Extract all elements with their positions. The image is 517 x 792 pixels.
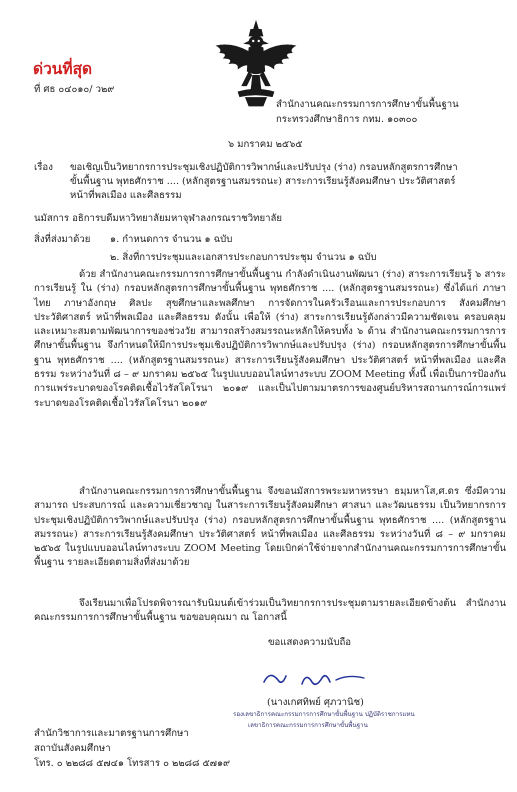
signatory-name: (นางเกศทิพย์ ศุภวานิช) xyxy=(267,697,364,708)
subject-line: หน้าที่พลเมือง และศีลธรรม xyxy=(70,190,182,201)
contact-phone: โทร. ๐ ๒๒๘๘ ๕๗๔๑ โทรสาร ๐ ๒๒๘๘ ๕๗๑๙ xyxy=(34,758,231,769)
body-paragraph: จึงเรียนมาเพื่อโปรดพิจารณารับนิมนต์เข้าร่วมเป็นวิทยากรการประชุมตามรายละเอียดข้างต้น สำนักงานคณะกรรมการการศึกษาขั้นพื้นฐาน ขอขอบคุณมา ณ โอกาสนี้ xyxy=(34,598,506,624)
urgency-stamp: ด่วนที่สุด xyxy=(33,60,93,78)
signatory-position: รองเลขาธิการคณะกรรมการการศึกษาขั้นพื้นฐาน ปฏิบัติราชการแทน xyxy=(233,711,415,718)
subject-label: เรื่อง xyxy=(34,162,53,173)
agency-name: สำนักงานคณะกรรมการการศึกษาขั้นพื้นฐาน xyxy=(276,99,459,110)
letter-date: ๖ มกราคม ๒๕๖๕ xyxy=(228,139,303,150)
handwritten-signature xyxy=(260,660,370,692)
signatory-position: เลขาธิการคณะกรรมการการศึกษาขั้นพื้นฐาน xyxy=(248,722,368,729)
addressee: นมัสการ อธิการบดีมหาวิทยาลัยมหาจุฬาลงกรณราชวิทยาลัย xyxy=(34,213,282,224)
garuda-emblem-icon xyxy=(210,18,302,110)
subject-line: ขอเชิญเป็นวิทยากรการประชุมเชิงปฏิบัติการวิพากษ์และปรับปรุง (ร่าง) กรอบหลักสูตรการศึกษา xyxy=(70,162,458,173)
enclosure-item: ๑. กำหนดการ จำนวน ๑ ฉบับ xyxy=(110,234,233,245)
closing-salutation: ขอแสดงความนับถือ xyxy=(268,637,352,648)
issuing-unit: สถาบันสังคมศึกษา xyxy=(34,743,111,754)
enclosure-item: ๒. สิ่งที่การประชุมและเอกสารประกอบการประชุม จำนวน ๑ ฉบับ xyxy=(110,252,377,263)
body-paragraph: ด้วย สำนักงานคณะกรรมการการศึกษาขั้นพื้นฐาน กำลังดำเนินงานพัฒนา (ร่าง) สาระการเรียนรู้ ๖ สาระการเรียนรู้ ใน (ร่าง) กรอบหลักสูตรการศึกษาขั้นพื้นฐาน พุทธศักราช .... (หลักสูตรฐานสมรรถนะ) ซึ่งได้แก่ ภาษาไทย ภาษาอังกฤษ ศิลปะ สุขศึกษาและพลศึกษา การจัดการในครัวเรือนและการประกอบการ สังคมศึกษา ประวัติศาสตร์ หน้าที่พลเมือง และศีลธรรม ดังนั้น เพื่อให้ (ร่าง) สาระการเรียนรู้ดังกล่าวมีความชัดเจน ครอบคลุม และเหมาะสมตามพัฒนาการของช่วงวัย สามารถสร้างสมรรถนะหลักให้ครบทั้ง ๖ ด้าน สำนักงานคณะกรรมการการศึกษาขั้นพื้นฐาน จึงกำหนดให้มีการประชุมเชิงปฏิบัติการวิพากษ์และปรับปรุง (ร่าง) กรอบหลักสูตรการศึกษาขั้นพื้นฐาน พุทธศักราช .... (หลักสูตรฐานสมรรถนะ) สาระการเรียนรู้สังคมศึกษา ประวัติศาสตร์ หน้าที่พลเมือง และศีลธรรม ระหว่างวันที่ ๘ – ๙ มกราคม ๒๕๖๕ ในรูปแบบออนไลน์ทางระบบ ZOOM Meeting ทั้งนี้ เพื่อเป็นการป้องกันการแพร่ระบาดของโรคติดเชื้อไวรัสโคโรนา ๒๐๑๙ และเป็นไปตามมาตรการของศูนย์บริหารสถานการณ์การแพร่ระบาดของโรคติดเชื้อไวรัสโคโรนา ๒๐๑๙ xyxy=(34,269,506,409)
subject-line: ขั้นพื้นฐาน พุทธศักราช .... (หลักสูตรฐานสมรรถนะ) สาระการเรียนรู้สังคมศึกษา ประวัติศาสตร์ xyxy=(70,176,456,187)
body-paragraph: สำนักงานคณะกรรมการการศึกษาขั้นพื้นฐาน จึงขอนมัสการพระมหาหรรษา ธมฺมหาโส,ศ.ดร ซึ่งมีความสามารถ ประสบการณ์ และความเชี่ยวชาญ ในสาระการเรียนรู้สังคมศึกษา ศาสนา และวัฒนธรรม เป็นวิทยากรการประชุมเชิงปฏิบัติการวิพากษ์และปรับปรุง (ร่าง) กรอบหลักสูตรการศึกษาขั้นพื้นฐาน พุทธศักราช .... (หลักสูตรฐานสมรรถนะ) สาระการเรียนรู้สังคมศึกษา ประวัติศาสตร์ หน้าที่พลเมือง และศีลธรรม ระหว่างวันที่ ๘ – ๙ มกราคม ๒๕๖๕ ในรูปแบบออนไลน์ทางระบบ ZOOM Meeting โดยเบิกค่าใช้จ่ายจากสำนักงานคณะกรรมการการศึกษาขั้นพื้นฐาน รายละเอียดตามสิ่งที่ส่งมาด้วย xyxy=(34,486,506,569)
reference-number: ที่ ศธ ๐๔๐๑๐/ ว๒๙ xyxy=(34,84,115,95)
issuing-office: สำนักวิชาการและมาตรฐานการศึกษา xyxy=(34,728,189,739)
agency-address: กระทรวงศึกษาธิการ กทม. ๑๐๓๐๐ xyxy=(276,114,418,125)
enclosures-label: สิ่งที่ส่งมาด้วย xyxy=(34,234,91,245)
